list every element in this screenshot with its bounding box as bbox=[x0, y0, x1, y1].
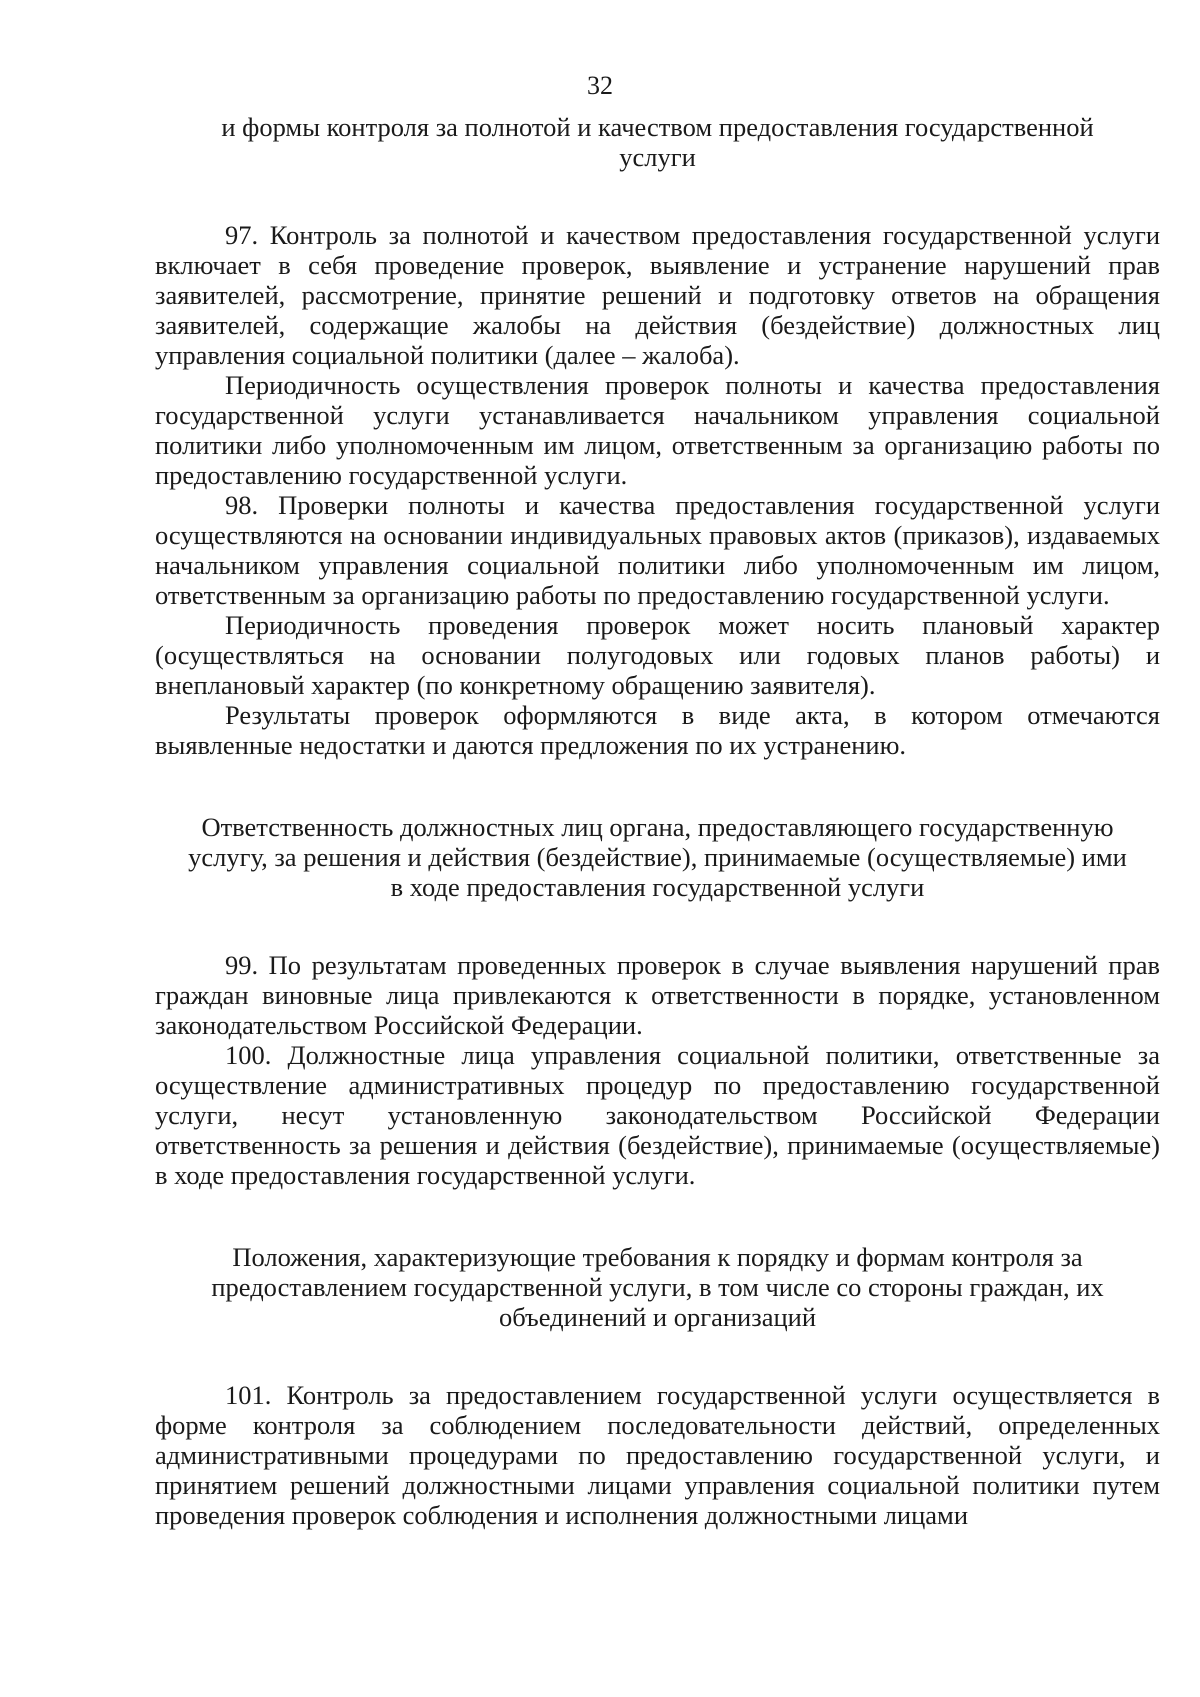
paragraph-periodicity-checks: Периодичность осуществления проверок полноты и качества предоставления государственной услуги устанавливается начальником управления социальной политики либо уполномоченным им лицом, ответственным за организацию работы по предоставлению государственной услуги. bbox=[155, 370, 1160, 490]
section-heading-control-forms: и формы контроля за полнотой и качеством предоставления государственной услуги bbox=[221, 112, 1094, 172]
document-body bbox=[155, 112, 1160, 1530]
paragraph-101: 101. Контроль за предоставлением государственной услуги осуществляется в форме контроля за соблюдением последовательности действий, определенных административными процедурами по предоставлению государственной услуги, и принятием решений должностными лицами управления социальной политики путем проведения проверок соблюдения и исполнения должностными лицами bbox=[155, 1380, 1160, 1530]
section-heading-control-requirements: Положения, характеризующие требования к порядку и формам контроля за предоставлением государственной услуги, в том числе со стороны граждан, их объединений и организаций bbox=[211, 1242, 1104, 1332]
page-number: 32 bbox=[587, 71, 613, 100]
paragraph-98: 98. Проверки полноты и качества предоставления государственной услуги осуществляются на основании индивидуальных правовых актов (приказов), издаваемых начальником управления социальной политики либо уполномоченным им лицом, ответственным за организацию работы по предоставлению государственной услуги. bbox=[155, 490, 1160, 610]
paragraph-check-results: Результаты проверок оформляются в виде акта, в котором отмечаются выявленные недостатки и даются предложения по их устранению. bbox=[155, 700, 1160, 760]
paragraph-99: 99. По результатам проведенных проверок в случае выявления нарушений прав граждан виновные лица привлекаются к ответственности в порядке, установленном законодательством Российской Федерации. bbox=[155, 950, 1160, 1040]
paragraph-97: 97. Контроль за полнотой и качеством предоставления государственной услуги включает в себя проведение проверок, выявление и устранение нарушений прав заявителей, рассмотрение, принятие решений и подготовку ответов на обращения заявителей, содержащие жалобы на действия (бездействие) должностных лиц управления социальной политики (далее – жалоба). bbox=[155, 220, 1160, 370]
paragraph-periodicity-planned: Периодичность проведения проверок может носить плановый характер (осуществляться на основании полугодовых или годовых планов работы) и внеплановый характер (по конкретному обращению заявителя). bbox=[155, 610, 1160, 700]
paragraph-100: 100. Должностные лица управления социальной политики, ответственные за осуществление административных процедур по предоставлению государственной услуги, несут установленную законодательством Российской Федерации ответственность за решения и действия (бездействие), принимаемые (осуществляемые) в ходе предоставления государственной услуги. bbox=[155, 1040, 1160, 1190]
section-heading-responsibility: Ответственность должностных лиц органа, предоставляющего государственную услугу, за решения и действия (бездействие), принимаемые (осуществляемые) ими в ходе предоставления государственной услуги bbox=[188, 812, 1127, 902]
